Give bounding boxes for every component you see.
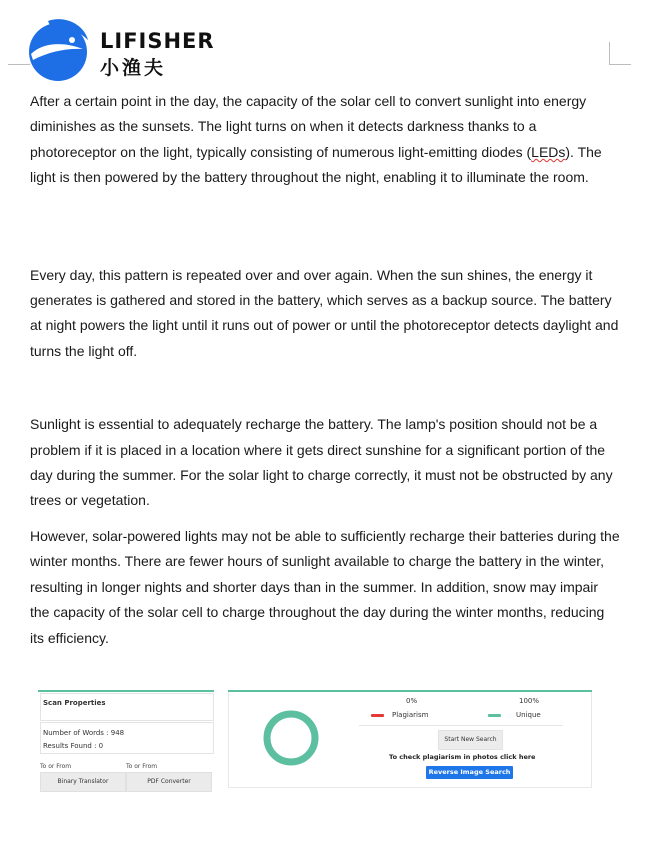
spellcheck-flagged-word[interactable]: LEDs [531, 143, 566, 160]
scan-properties-title: Scan Properties [43, 699, 106, 707]
margin-mark-right-h [609, 64, 631, 65]
plagiarism-percent: 0% [406, 697, 418, 705]
scan-properties-header-box [40, 693, 214, 721]
fish-logo-icon [28, 18, 92, 82]
margin-mark-right-v [609, 42, 610, 65]
paragraph-1: After a certain point in the day, the capacity of the solar cell to convert sunlight into energy diminishes as the sunsets. The light turns on when it detects darkness thanks to a photoreceptor on the light, typically consisting of numerous light-emitting diodes (LEDs). The light is then powered by the battery throughout the night, enabling it to illuminate the room. [30, 93, 602, 186]
start-new-search-button[interactable]: Start New Search [438, 730, 503, 750]
pdf-converter-button[interactable]: PDF Converter [126, 772, 212, 792]
brand-name: LIFISHER [100, 29, 215, 53]
plagiarism-legend-swatch [371, 714, 384, 717]
word-count: Number of Words : 948 [43, 729, 125, 737]
brand-name-chinese: 小渔夫 [100, 57, 167, 79]
panel-accent-line [228, 690, 592, 692]
to-or-from-label-right: To or From [126, 763, 158, 770]
unique-donut-chart [261, 708, 321, 768]
donut-unique-arc [267, 714, 315, 762]
unique-percent: 100% [519, 697, 540, 705]
paragraph-3: Sunlight is essential to adequately recharge the battery. The lamp's position should not be a problem if it is placed in a location where it gets direct sunshine for a significant portion of the day during the summer. For the solar light to charge correctly, it must not be obstructed by any trees or vegetation. [30, 416, 613, 509]
plagiarism-results-panel [228, 690, 592, 788]
margin-mark-left [8, 64, 30, 65]
lifisher-logo [28, 18, 218, 82]
binary-translator-button[interactable]: Binary Translator [40, 772, 126, 792]
check-photos-text: To check plagiarism in photos click here [389, 753, 536, 761]
paragraph-4: However, solar-powered lights may not be able to sufficiently recharge their batteries during the winter months. There are fewer hours of sunlight available to charge the battery in the winter, resulting in longer nights and shorter days than in the summer. In addition, snow may impair the capacity of the solar cell to charge throughout the day during the winter months, reducing its efficiency. [30, 527, 620, 646]
document-body [30, 89, 620, 651]
to-or-from-label-left: To or From [40, 763, 72, 770]
results-found: Results Found : 0 [43, 742, 104, 750]
scan-properties-panel [38, 690, 214, 794]
panel-accent-line [38, 690, 214, 692]
unique-legend-label: Unique [516, 711, 541, 719]
plagiarism-legend-label: Plagiarism [392, 711, 429, 719]
paragraph-2: Every day, this pattern is repeated over and over again. When the sun shines, the energy it generates is gathered and stored in the battery, which serves as a backup source. The battery at night powers the light until it runs out of power or until the photoreceptor detects daylight and turns the light off. [30, 266, 619, 359]
reverse-image-search-button[interactable]: Reverse Image Search [426, 766, 513, 779]
legend-divider [359, 725, 563, 726]
unique-legend-swatch [488, 714, 501, 717]
